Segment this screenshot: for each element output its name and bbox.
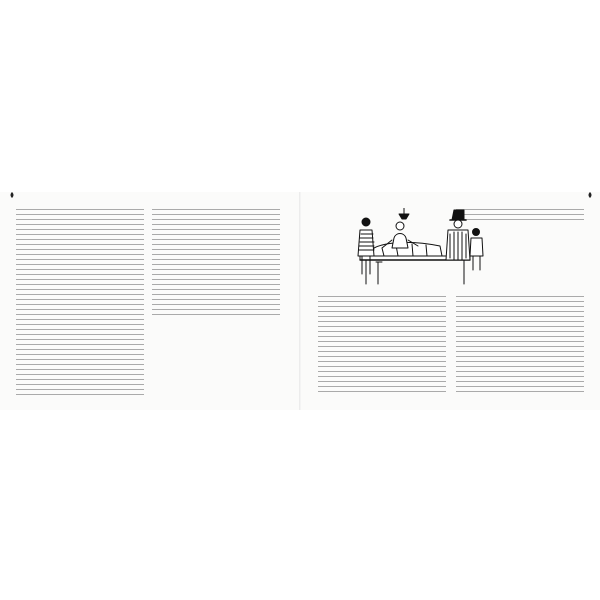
text-column-left-page-1 [16, 209, 144, 395]
leaf-ornament-icon [10, 192, 14, 198]
text-column-left-page-2 [152, 209, 280, 319]
text-column-right-page-1 [318, 296, 446, 392]
book-gutter [299, 192, 301, 410]
shop-counter-illustration [352, 208, 492, 286]
text-column-right-page-2b [456, 296, 584, 392]
leaf-ornament-icon [588, 192, 592, 198]
